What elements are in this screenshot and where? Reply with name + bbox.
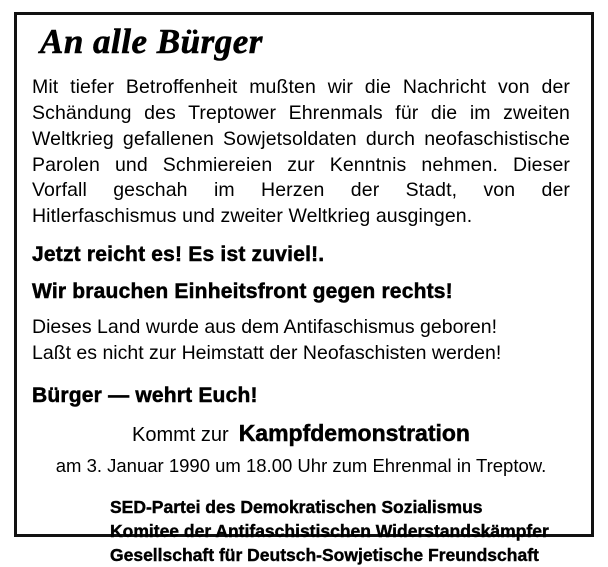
slogan-line-3: Bürger — wehrt Euch! — [32, 383, 258, 407]
statement-block — [32, 315, 570, 367]
slogan-line-1: Jetzt reicht es! Es ist zuviel!. — [32, 243, 325, 267]
signatories-block — [32, 495, 570, 567]
signatory-2: Komitee der Antifaschistischen Widerstandskämpfer — [110, 520, 549, 541]
page-title: An alle Bürger — [40, 22, 263, 61]
slogan-line-2: Wir brauchen Einheitsfront gegen rechts! — [32, 279, 453, 303]
intro-paragraph: Mit tiefer Betroffenheit mußten wir die Nachricht von der Schändung des Treptower Ehrenmals für die im zweiten Weltkrieg gefallenen Sowjetsoldaten durch neofaschistische Parolen und Schmiereien zur Kenntnis nehmen. Dieser Vorfall geschah im Herzen der Stadt, von der Hitlerfaschismus und zweiter Weltkrieg ausgingen. — [32, 75, 570, 228]
call-to-action — [32, 419, 570, 449]
statement-line-2: Laßt es nicht zur Heimstatt der Neofaschisten werden! — [32, 341, 502, 364]
signatory-1: SED-Partei des Demokratischen Sozialismus — [110, 496, 483, 517]
call-event-name: Kampfdemonstration — [238, 419, 470, 446]
event-date-line: am 3. Januar 1990 um 18.00 Uhr zum Ehrenmal in Treptow. — [55, 454, 547, 476]
poster-content — [32, 24, 576, 567]
statement-line-1: Dieses Land wurde aus dem Antifaschismus geboren! — [32, 315, 498, 338]
signatory-3: Gesellschaft für Deutsch-Sowjetische Freundschaft — [110, 545, 539, 566]
call-lead-text: Kommt zur — [132, 423, 229, 446]
